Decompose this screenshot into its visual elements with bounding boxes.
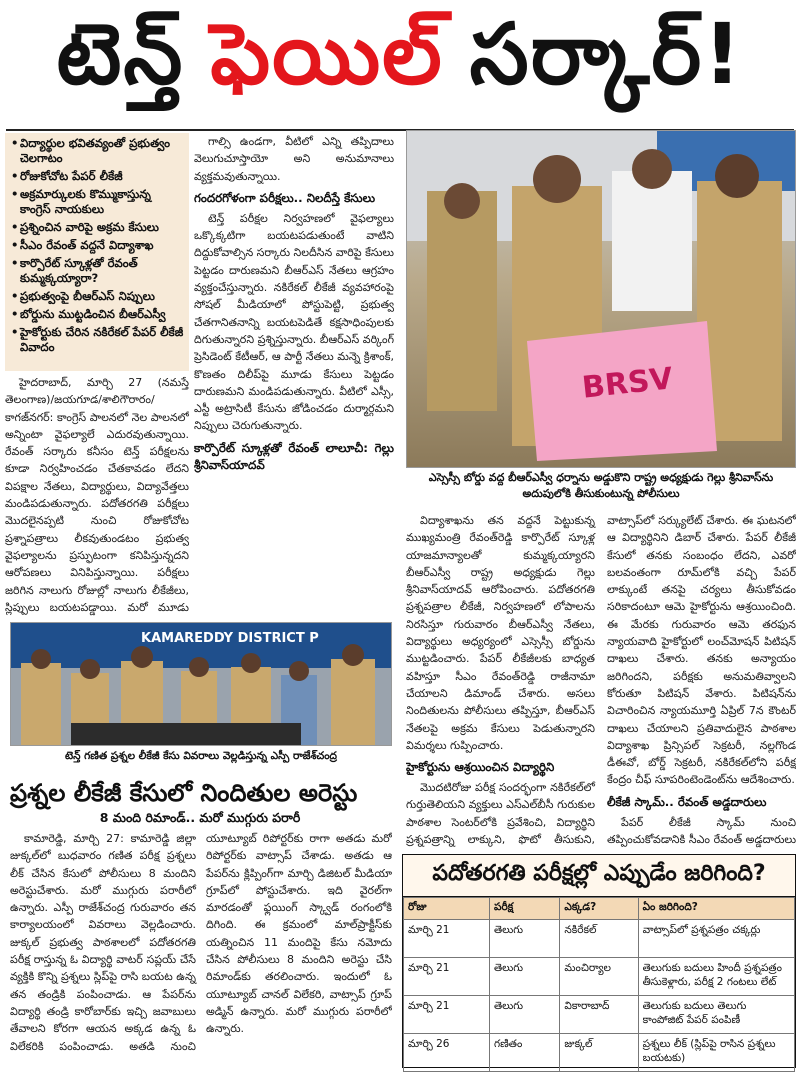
highlight-item: • ప్రభుత్వంపై బీఆర్ఎస్ నిప్పులు [11,289,155,303]
highlight-item: • ప్రశ్నించిన వారిపై అక్రమ కేసులు [11,220,159,234]
article-paragraph: పేపర్ లీకేజీ స్కామ్ నుంచి తప్పించుకోవడానికి సీఎం రేవంత్ అడ్డదారులు [607,815,796,847]
article-paragraph: మొదటిరోజు పరీక్ష సందర్భంగా నకిరేకల్‌లో గుర్తుతెలియని వ్యక్తులు ఎస్ఎల్‌బీసీ గురుకుల పాఠశాల సెంటర్‌లోకి ప్రవేశించి, విద్యార్థిని ప్రశ్నపత్రాన్ని లాక్కుని, ఫొటో తీసుకుని, వాట్సాప్‌లో సర్క్యులేట్ చేశారు. ఈ ఘటనలో ఆ విద్యార్థినిని డిబార్ చేశారు. పేపర్ లీకేజీ కేసులో తనకు సంబంధం లేదని, ఎవరో బలవంతంగా రూమ్‌లోకి వచ్చి పేపర్ లాక్కుంటే తనపై చర్యలు తీసుకోవడం సరికాదంటూ ఆమె హైకోర్టును ఆశ్రయించింది. ఈ మేరకు గురువారం ఆమె తరఫున న్యాయవాది హైకోర్టులో లంచ్‌మోషన్ పిటిషన్ దాఖలు చేశారు. తనకు అన్యాయం జరిగిందని, పరీక్షకు అనుమతివ్వాలని కోరుతూ పిటిషన్ వేశారు. పిటిషన్‌ను విచారించిన న్యాయమూర్తి ఏప్రిల్ 7న కౌంటర్ దాఖలు చేయాలని ప్రతివాదులైన పాఠశాల విద్యాశాఖ ప్రిన్సిపల్ సెక్రటరీ, నల్లగొండ డీఈవో, బోర్డ్ సెక్రటరీ, నకిరేకల్‌లోని పరీక్ష కేంద్రం చీఫ్ సూపరింటెండెంట్‌ను ఆదేశించారు. [406,514,796,847]
protest-photo-caption: ఎస్సెస్సీ బోర్డు వద్ద బీఆర్ఎస్వీ ధర్నాను అడ్డుకొని రాష్ట్ర అధ్యక్షుడు గెల్లు శ్రీనివాస్‌ను అదుపులోకి తీసుకుంటున్న పోలీసులు [428,471,774,500]
headline [0,0,800,128]
subhead-high-court: హైకోర్టును ఆశ్రయించిన విద్యార్థిని [406,760,555,775]
exam-incidents-title: పదోతరగతి పరీక్షల్లో ఎప్పుడేం జరిగింది? [403,855,795,897]
story2-body: కామారెడ్డి, మార్చి 27: కామారెడ్డి జిల్లా జుక్కల్‌లో బుధవారం గణిత పరీక్ష ప్రశ్నలు లీక్ చేసిన కేసులో పోలీసులు 8 మందిని అరెస్టుచేశారు. మరో ముగ్గురు పరారీలో ఉన్నారు. ఎస్పీ రాజేశ్‌చంద్ర గురువారం తన కార్యాలయంలో వివరాలు వెల్లడించారు. జుక్కల్ ప్రభుత్వ పాఠశాలలో పదోతరగతి పరీక్ష రాస్తున్న ఓ విద్యార్థి వాటర్ సప్లయ్ చేసే వ్యక్తికి కొన్ని ప్రశ్నలు స్లిప్‌పై రాసి బయట ఉన్న తన తండ్రికి పంపించాడు. ఆ పేపర్‌ను విద్యార్థి తండ్రి కారోబార్‌కు ఇచ్చి జవాబులు తేవాలని కోరగా ఆయన అక్కడ ఉన్న ఓ విలేకరికి పంపించాడు. అతడి నుంచి యూట్యూబ్ రిపోర్టర్‌కు రాగా అతడు మరో రిపోర్టర్‌కు వాట్సాప్ చేశాడు. అతడు ఆ పేపర్‌ను క్లిప్పింగ్‌గా మార్చి డిజిటల్ మీడియా గ్రూప్‌లో పోస్టుచేశారు. ఇది వైరల్‌గా మారడంతో ఫ్లయింగ్ స్క్వాడ్ రంగంలోకి దిగింది. ఈ క్రమంలో మాల్‌ప్రాక్టీస్‌కు యత్నించిన 11 మందిపై కేసు నమోదు చేసిన పోలీసులు 8 మందిని అరెస్టు చేసి రిమాండ్‌కు తరలించారు. ఇందులో ఓ యూట్యూబ్ చానల్ విలేకరి, వాట్సాప్ గ్రూప్ అడ్మిన్ ఉన్నారు. మరో ముగ్గురు పరారీలో ఉన్నారు. [10,832,392,1053]
table-row: మార్చి 21 తెలుగు నకిరేకల్ వాట్సాప్‌లో ప్రశ్నపత్రం చక్కర్లు [404,920,795,958]
story2-title: ప్రశ్నల లీకేజీ కేసులో నిందితుల అరెస్టు [10,779,358,807]
story2-subtitle: 8 మంది రిమాండ్.. మరో ముగ్గురు పరారీ [99,810,301,825]
table-row: మార్చి 21 తెలుగు వికారాబాద్ తెలుగుకు బదులు తెలుగు కాంపోజిట్ పేపర్ పంపిణీ [404,996,795,1034]
article-dateline: హైదరాబాద్, మార్చి 27 (నమస్తే తెలంగాణ)/జయగూడ/శాలిగౌరారం/కాగజ్‌నగర్: కాంగ్రెస్ పాలనలో నెల పాలనలో అన్నింటా వైఫల్యాలే ఎదురవుతున్నాయి. రేవంత్ సర్కారు కనీసం టెన్త్ పరీక్షలను కూడా నిర్వహించడం చేతకావడం లేదని విపక్షాల నేతలు, విద్యార్థులు, విద్యావేత్తలు మండిపడుతున్నారు. పదోతరగతి పరీక్షలు మొదలైనప్పటి నుంచి రోజుకోచోట ప్రశ్నాపత్రాలు లీకవుతుండటం ప్రభుత్వ వైఫల్యాలను ప్రస్ఫుటంగా కనిపిస్తున్నదని ఆరోపణలు వినిపిస్తున్నాయి. పరీక్షలు జరిగిన నాలుగు రోజుల్లో నాలుగు లీకేజీలు, స్లిప్పులు బయటపడ్డాయి. మరో మూడు [5,376,189,614]
table-header: పరీక్ష [490,898,560,920]
subhead-leakage-scam: లీకేజీ స్కామ్.. రేవంత్ అడ్డదారులు [607,794,767,809]
highlight-item: • విద్యార్థుల భవితవ్యంతో ప్రభుత్వం చెలగాటం [11,136,170,165]
article-column-2 [194,133,394,616]
table-header: ఏం జరిగింది? [638,898,794,920]
press-meet-backdrop-text: KAMAREDDY DISTRICT P [141,631,319,646]
highlight-item: • బోర్డును ముట్టడించిన బీఆర్ఎస్వీ [11,307,166,321]
article-columns-right [406,512,796,850]
highlight-item: • సీఎం రేవంత్ వద్దనే విద్యాశాఖ [11,238,154,252]
exam-incidents-box [402,854,796,1068]
table-header: రోజు [404,898,490,920]
highlight-item: • కార్పొరేట్ స్కూళ్లతో రేవంత్ కుమ్మక్కయ్యారా? [11,256,138,285]
protest-photo [406,130,796,468]
highlight-item: • హైకోర్టుకు చేరిన నకిరేకల్ పేపర్ లీకేజీ వివాదం [11,325,184,354]
subhead-exams-confusion: గందరగోళంగా పరీక్షలు.. నిలదీస్తే కేసులు [194,190,376,205]
headline-word-1: టెన్త్ [56,4,185,103]
table-row: మార్చి 26 గణితం జుక్కల్ ప్రశ్నలు లీక్ (స్లిప్‌పై రాసిన ప్రశ్నలు బయటకు) [404,1034,795,1072]
highlight-item: • రోజుకోచోట పేపర్ లీకేజీ [11,169,123,183]
press-meet-caption: టెన్త్ గణిత ప్రశ్నల లీకేజీ కేసు వివరాలు వెల్లడిస్తున్న ఎస్పీ రాజేశ్‌చంద్ర [65,750,337,762]
article-continued: గాల్సి ఉండగా, వీటిలో ఎన్ని తప్పిదాలు వెలుగుచూస్తాయో అని అనుమానాలు వ్యక్తమవుతున్నాయి. [194,135,394,183]
article-paragraph: టెన్త్ పరీక్షల నిర్వహణలో వైఫల్యాలు ఒక్కొక్కటిగా బయటపడుతుంటే వాటిని దిద్దుకోవాల్సిన సర్కారు నిలదీసిన వారిపై కేసులు పెట్టడం దారుణమని బీఆర్ఎస్ నేతలు ఆగ్రహం వ్యక్తంచేస్తున్నారు. నకిరేకల్ లీకేజీ వ్యవహారంపై సోషల్ మీడియాలో పోస్టుపెట్టి, ప్రభుత్వ చేతగానితనాన్ని బయటపెడితే కక్షసాధింపులకు దిగుతున్నారని ప్రశ్నిస్తున్నారు. బీఆర్ఎస్ వర్కింగ్ ప్రెసిడెంట్ కేటీఆర్, ఆ పార్టీ నేతలు మన్నె క్రిశాంక్, కొణతం దిలీప్‌పై మూడు కేసులు పెట్టడం దారుణమని మండిపడుతున్నారు. వీటిలో ఎస్సీ, ఎస్టీ అట్రాసిటీ కేసును జోడించడం దుర్మార్గమని నిప్పులు చెరుగుతున్నారు. [194,211,394,433]
headline-word-3: సర్కార్! [469,4,744,103]
subhead-corporate-schools: కార్పొరేట్ స్కూళ్లతో రేవంత్ లాలూచీ: గెల్లు శ్రీనివాస్‌యాదవ్ [194,440,394,472]
press-meet-photo [10,622,392,746]
headline-word-2: ఫెయిల్ [210,4,444,103]
table-row: మార్చి 21 తెలుగు మంచిర్యాల తెలుగుకు బదులు హిందీ ప్రశ్నపత్రం తీసుకెళ్లారు, పరీక్ష 2 గంటలు లేట్ [404,958,795,996]
exam-incidents-table [403,897,795,1072]
article-column-1 [5,374,189,616]
highlights-box [5,133,189,371]
protest-photo-illustration [407,131,796,468]
highlight-item: • అక్రమార్కులకు కొమ్ముకాస్తున్న కాంగ్రెస్ నాయకులు [11,187,151,216]
protest-banner-text: BRSV [580,361,675,406]
article-paragraph: విద్యాశాఖను తన వద్దనే పెట్టుకున్న ముఖ్యమంత్రి రేవంత్‌రెడ్డి కార్పొరేట్ స్కూళ్ల యాజమాన్యాలతో కుమ్మక్కయ్యారని బీఆర్ఎస్వీ రాష్ట్ర అధ్యక్షుడు గెల్లు శ్రీనివాస్‌యాదవ్ ఆరోపించారు. పదోతరగతి ప్రశ్నపత్రాల లీకేజీ, నిర్వహణలో లోపాలను నిరసిస్తూ గురువారం బీఆర్ఎస్వీ నేతలు, విద్యార్థులు అధ్యర్యంలో ఎస్సెస్సీ బోర్డును ముట్టడించారు. పేపర్ లీకేజీలకు బాధ్యత వహిస్తూ సీఎం రేవంత్‌రెడ్డి రాజీనామా చేయాలని డిమాండ్ చేశారు. అసలు నిందితులను పోలీసులు తప్పిస్తూ, బీఆర్ఎస్ నేతలపై అక్రమ కేసులు పెడుతున్నారని విమర్శలు గుప్పించారు. [406,514,595,752]
table-header: ఎక్కడ? [560,898,638,920]
